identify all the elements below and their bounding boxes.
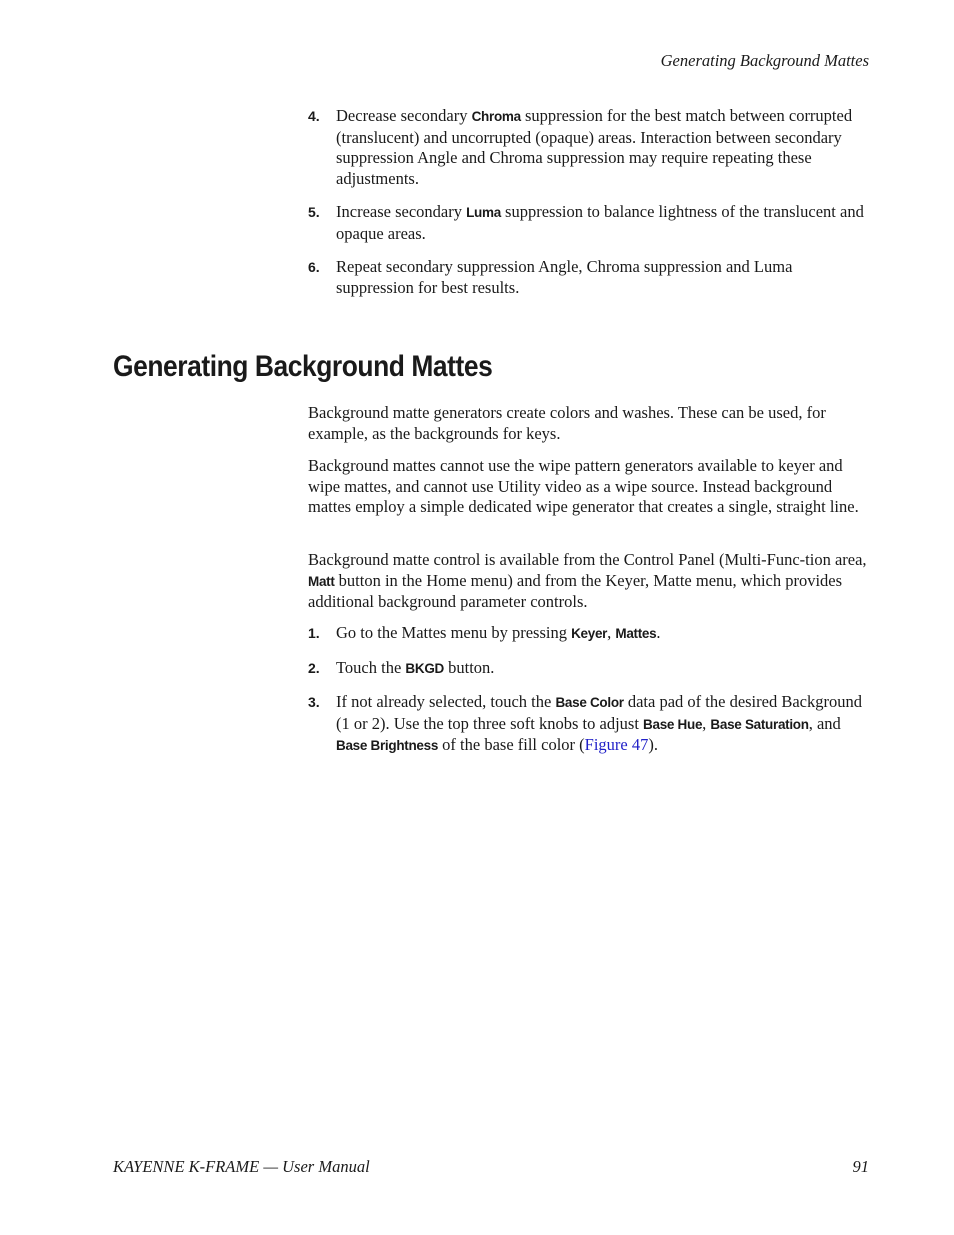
step-2 bbox=[308, 658, 873, 680]
step-1 bbox=[308, 623, 873, 645]
paragraph-1 bbox=[308, 403, 873, 444]
step-text: Decrease secondary bbox=[336, 106, 472, 125]
paragraph-3 bbox=[308, 550, 873, 613]
bottom-steps-list bbox=[308, 623, 873, 770]
ui-term-luma: Luma bbox=[466, 205, 501, 220]
step-text: Repeat secondary suppression Angle, Chroma suppression and Luma suppression for best results. bbox=[336, 257, 793, 297]
step-4 bbox=[308, 106, 873, 189]
step-number: 2. bbox=[308, 659, 320, 676]
step-6 bbox=[308, 257, 873, 298]
step-text: , and bbox=[808, 713, 841, 733]
step-number: 4. bbox=[308, 108, 320, 124]
step-text: data pad of the desired Background (1 or 2). Use the top three soft knobs to adjust bbox=[336, 692, 862, 733]
step-3 bbox=[308, 692, 873, 757]
step-number: 1. bbox=[308, 625, 320, 641]
running-head: Generating Background Mattes bbox=[660, 51, 869, 70]
paragraph-text: Background matte control is available from the Control Panel (Multi-Func-tion area, bbox=[308, 550, 867, 569]
ui-term-base-color: Base Color bbox=[555, 695, 624, 710]
step-text: of the base fill color ( bbox=[438, 735, 585, 754]
paragraph-text: Background matte generators create colors and washes. These can be used, for example, as the backgrounds for keys. bbox=[308, 403, 826, 443]
paragraph-text: Background mattes cannot use the wipe pattern generators available to keyer and wipe mattes, and cannot use Utility video as a wipe source. Instead background mattes employ a simple dedicated wipe generator that creates a single, straight line. bbox=[308, 456, 859, 516]
ui-term-base-saturation: Base Saturation bbox=[710, 716, 809, 732]
step-text: Increase secondary bbox=[336, 202, 467, 221]
step-text: , bbox=[702, 713, 711, 733]
step-text: suppression to balance lightness of the translucent and opaque areas. bbox=[336, 202, 864, 243]
step-number: 5. bbox=[308, 204, 320, 220]
step-text: If not already selected, touch the bbox=[336, 692, 556, 711]
step-number: 3. bbox=[308, 694, 320, 710]
step-text: ). bbox=[648, 735, 659, 754]
footer-title: KAYENNE K-FRAME — User Manual bbox=[113, 1157, 370, 1176]
step-5 bbox=[308, 202, 873, 244]
top-steps-list bbox=[308, 106, 873, 311]
ui-term-bkgd: BKGD bbox=[405, 660, 444, 676]
step-text: suppression for the best match between corrupted (translucent) and uncorrupted (opaque) areas. Interaction between secondary suppression Angle and Chroma suppression may require repeating these adjustments. bbox=[336, 106, 853, 188]
paragraph-text: button in the Home menu) and from the Keyer, Matte menu, which provides additional background parameter controls. bbox=[308, 570, 843, 611]
figure-link[interactable]: Figure 47 bbox=[584, 735, 649, 754]
ui-term-matt: Matt bbox=[308, 573, 335, 589]
ui-term-base-hue: Base Hue bbox=[643, 716, 703, 732]
page-number: 91 bbox=[852, 1157, 869, 1176]
step-text: button. bbox=[443, 657, 495, 677]
paragraph-2 bbox=[308, 456, 873, 518]
step-text: Touch the bbox=[336, 657, 406, 677]
step-text: Go to the Mattes menu by pressing bbox=[336, 623, 572, 642]
section-heading: Generating Background Mattes bbox=[113, 350, 493, 383]
step-text: . bbox=[656, 623, 661, 642]
ui-term-keyer: Keyer bbox=[571, 626, 608, 641]
step-text: , bbox=[607, 623, 616, 642]
ui-term-chroma: Chroma bbox=[471, 109, 521, 124]
step-number: 6. bbox=[308, 259, 320, 275]
ui-term-base-brightness: Base Brightness bbox=[336, 738, 439, 753]
ui-term-mattes: Mattes bbox=[615, 626, 657, 641]
